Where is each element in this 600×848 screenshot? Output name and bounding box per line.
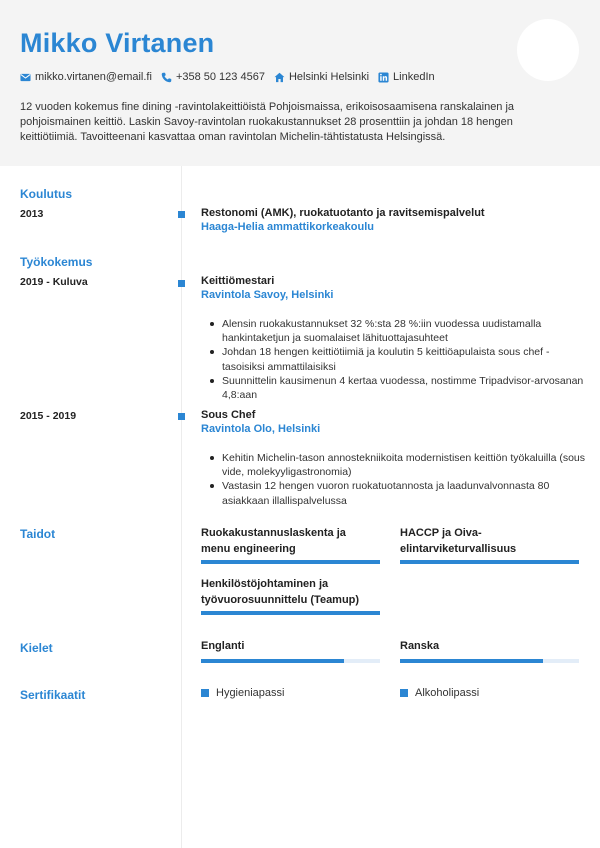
job-employer: Ravintola Olo, Helsinki [201,423,321,435]
job-achievements [210,317,590,402]
skill-level-fill [400,560,579,564]
skill-name: Henkilöstöjohtaminen ja työvuorosuunnittelu (Teamup) [201,578,360,606]
section-title-education: Koulutus [20,187,72,201]
contact-row [20,69,444,85]
job-title: Sous Chef [201,409,256,421]
header-band [0,0,600,166]
certification-item [201,687,284,699]
profile-photo-placeholder [517,19,579,81]
education-date: 2013 [20,208,44,220]
skill-level-bar [400,560,579,564]
candidate-name: Mikko Virtanen [20,28,215,58]
job-date: 2019 - Kuluva [20,276,88,288]
contact-linkedin[interactable] [378,71,435,83]
job-achievements [210,451,590,508]
list-item: Johdan 18 hengen keittiötiimiä ja koulutin 5 keittiöapulaista sous chef -tasoisiksi ammattilaisiksi [210,345,590,373]
skill-name: Ruokakustannuslaskenta ja menu engineering [201,527,346,555]
job-employer: Ravintola Savoy, Helsinki [201,289,334,301]
certification-item [400,687,479,699]
list-item: Alensin ruokakustannukset 32 %:sta 28 %:iin vuodessa uudistamalla hankintaketjun ja suomalaiset lähituottajasuhteet [210,317,590,345]
language-level-fill [400,659,543,663]
timeline-marker [178,413,185,420]
column-divider [181,166,182,848]
timeline-marker [178,280,185,287]
job-date: 2015 - 2019 [20,410,77,422]
profile-summary: 12 vuoden kokemus fine dining -ravintolakeittiöistä Pohjoismaissa, erikoisosaamisena ranskalainen ja pohjoismainen keittiö. Laskin Savoy-ravintolan ruokakustannukset 28 prosenttiin ja johdan 18 hengen keittiötiimiä. Tavoitteenani kasvattaa oman ravintolan Michelin-tähtistatusta Helsingissä. [20,101,515,143]
location-text: Helsinki Helsinki [288,71,370,83]
skill-level-bar [201,611,380,615]
language-level-bar [400,659,579,663]
phone-text: +358 50 123 4567 [175,71,265,83]
section-title-certifications: Sertifikaatit [20,688,86,702]
phone-icon [161,72,172,83]
list-item: Vastasin 12 hengen vuoron ruokatuotannosta ja laadunvalvonnasta 80 asiakkaan illallispalvelussa [210,479,590,507]
square-bullet-icon [201,689,209,697]
certification-name: Hygieniapassi [216,687,285,699]
contact-email[interactable] [20,71,152,83]
language-name: Ranska [400,640,440,652]
language-level-fill [201,659,344,663]
education-degree: Restonomi (AMK), ruokatuotanto ja ravitsemispalvelut [201,207,485,219]
skill-level-bar [201,560,380,564]
linkedin-icon [378,72,389,83]
section-title-experience: Työkokemus [20,255,93,269]
list-item: Suunnittelin kausimenun 4 kertaa vuodessa, nostimme Tripadvisor-arvosanan 4,8:aan [210,374,590,402]
language-name: Englanti [201,640,245,652]
skill-level-fill [201,611,380,615]
email-text: mikko.virtanen@email.fi [35,71,152,83]
timeline-marker [178,211,185,218]
linkedin-text: LinkedIn [393,71,435,83]
home-icon [274,72,285,83]
education-school: Haaga-Helia ammattikorkeakoulu [201,221,375,233]
contact-phone[interactable] [161,71,265,83]
section-title-skills: Taidot [20,527,56,541]
contact-location [274,71,369,83]
section-title-languages: Kielet [20,641,53,655]
certification-name: Alkoholipassi [415,687,480,699]
language-level-bar [201,659,380,663]
job-title: Keittiömestari [201,275,275,287]
skill-name: HACCP ja Oiva-elintarviketurvallisuus [400,527,517,555]
envelope-icon [20,72,31,83]
square-bullet-icon [400,689,408,697]
list-item: Kehitin Michelin-tason annostekniikoita modernistisen keittiön työkaluilla (sous vide, molekyyligastronomia) [210,451,590,479]
skill-level-fill [201,560,380,564]
